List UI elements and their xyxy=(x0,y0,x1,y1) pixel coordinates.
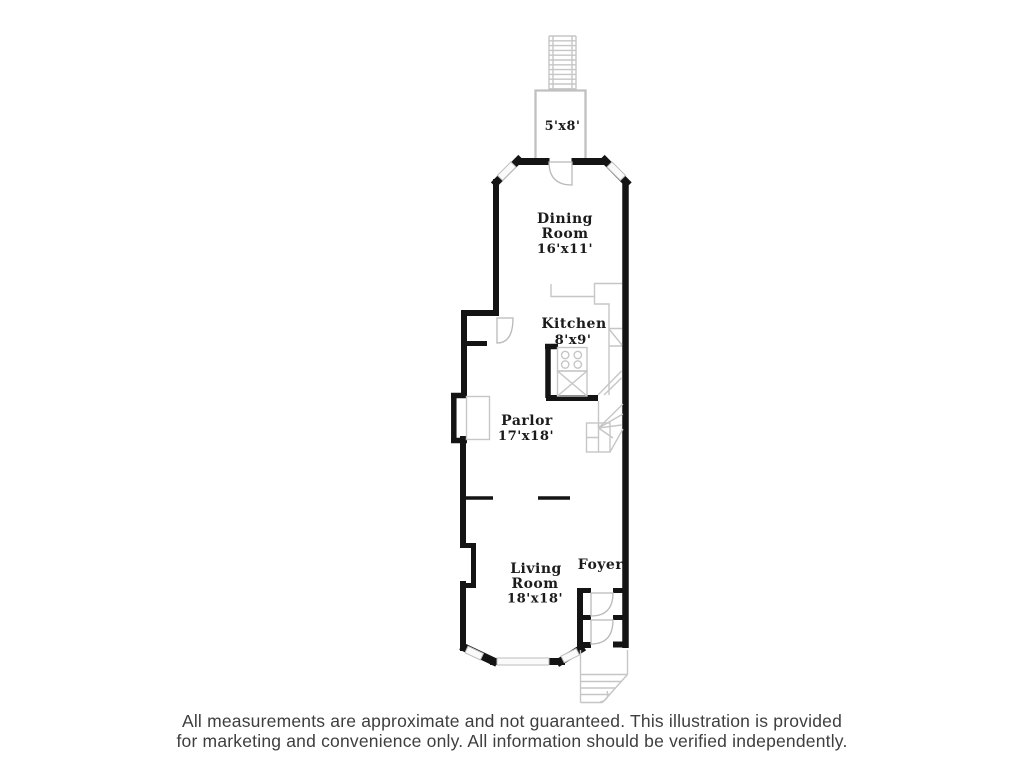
foyer-inner-door-swing xyxy=(591,593,613,616)
disclaimer-line2: for marketing and convenience only. All information should be verified independently. xyxy=(176,730,848,751)
stove xyxy=(558,348,588,372)
disclaimer xyxy=(0,712,1024,751)
room-labels xyxy=(498,119,623,607)
vestibule-dims-label: 5'x8' xyxy=(544,119,581,134)
window-bottom-center xyxy=(497,658,549,665)
dining-room-label2: Room xyxy=(541,226,589,242)
kitchen-label: Kitchen xyxy=(541,316,607,332)
kitchen-corner-lines xyxy=(598,371,622,395)
window-top-right xyxy=(607,162,626,181)
top-stoop-stairs xyxy=(549,36,576,91)
living-room-dims: 18'x18' xyxy=(506,591,564,607)
entry-door-swing xyxy=(591,620,613,644)
living-room-label: Living xyxy=(510,561,562,577)
window-top-left xyxy=(497,162,516,181)
parlor-fireplace xyxy=(467,397,490,440)
sink-unit xyxy=(558,371,588,396)
living-room-label2: Room xyxy=(511,576,559,592)
kitchen-counter-return xyxy=(595,284,623,297)
dining-room-dims: 16'x11' xyxy=(536,242,594,257)
foyer-label: Foyer xyxy=(577,557,624,573)
window-bottom-right xyxy=(561,649,579,663)
refrigerator xyxy=(609,329,622,347)
vestibule-door-swing xyxy=(549,162,572,185)
bottom-entry-stoop xyxy=(581,650,628,703)
parlor-closet-door-swing xyxy=(497,318,513,343)
parlor-dims: 17'x18' xyxy=(497,429,555,444)
dining-room-label: Dining xyxy=(537,211,593,227)
kitchen-dims: 8'x9' xyxy=(554,333,592,348)
interior-staircase xyxy=(587,401,624,452)
parlor-label: Parlor xyxy=(501,413,553,429)
disclaimer-line1: All measurements are approximate and not guaranteed. This illustration is provided xyxy=(181,711,843,731)
